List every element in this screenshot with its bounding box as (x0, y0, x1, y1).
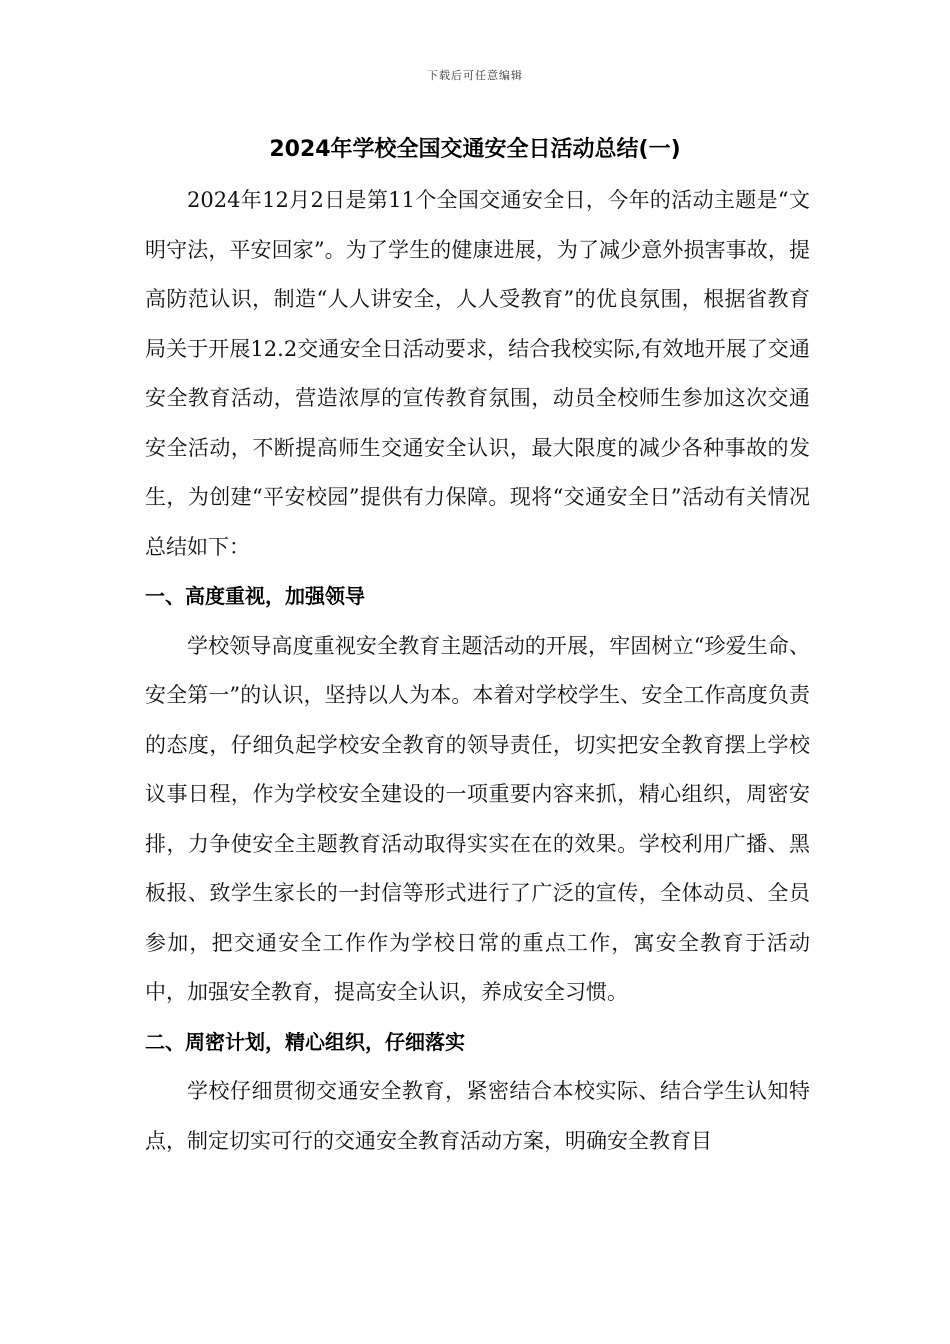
page-title: 2024年学校全国交通安全日活动总结(一) (269, 137, 681, 162)
intro-paragraph: 2024年12月2日是第11个全国交通安全日，今年的活动主题是“文明守法，平安回家”。为了学生的健康进展，为了减少意外损害事故，提高防范认识，制造“人人讲安全，人人受教育”的优良氛围，根据省教育局关于开展12.2交通安全日活动要求，结合我校实际,有效地开展了交通安全教育活动，营造浓厚的宣传教育氛围，动员全校师生参加这次交通安全活动，不断提高师生交通安全认识，最大限度的减少各种事故的发生，为创建“平安校园”提供有力保障。现将“交通安全日”活动有关情况总结如下： (145, 188, 810, 559)
section-2-paragraph: 学校仔细贯彻交通安全教育，紧密结合本校实际、结合学生认知特点，制定切实可行的交通安全教育活动方案，明确安全教育目 (145, 1079, 810, 1153)
document-body (145, 176, 810, 1166)
section-1-paragraph: 学校领导高度重视安全教育主题活动的开展，牢固树立“珍爱生命、安全第一”的认识，坚持以人为本。本着对学校学生、安全工作高度负责的态度，仔细负起学校安全教育的领导责任，切实把安全教育摆上学校议事日程，作为学校安全建设的一项重要内容来抓，精心组织，周密安排，力争使安全主题教育活动取得实实在在的效果。学校利用广播、黑板报、致学生家长的一封信等形式进行了广泛的宣传，全体动员、全员参加，把交通安全工作作为学校日常的重点工作，寓安全教育于活动中，加强安全教育，提高安全认识，养成安全习惯。 (145, 633, 810, 1004)
section-heading-2: 二、周密计划，精心组织，仔细落实 (145, 1029, 465, 1054)
header-note: 下载后可任意编辑 (427, 69, 523, 82)
section-heading-1: 一、高度重视，加强领导 (145, 584, 365, 608)
